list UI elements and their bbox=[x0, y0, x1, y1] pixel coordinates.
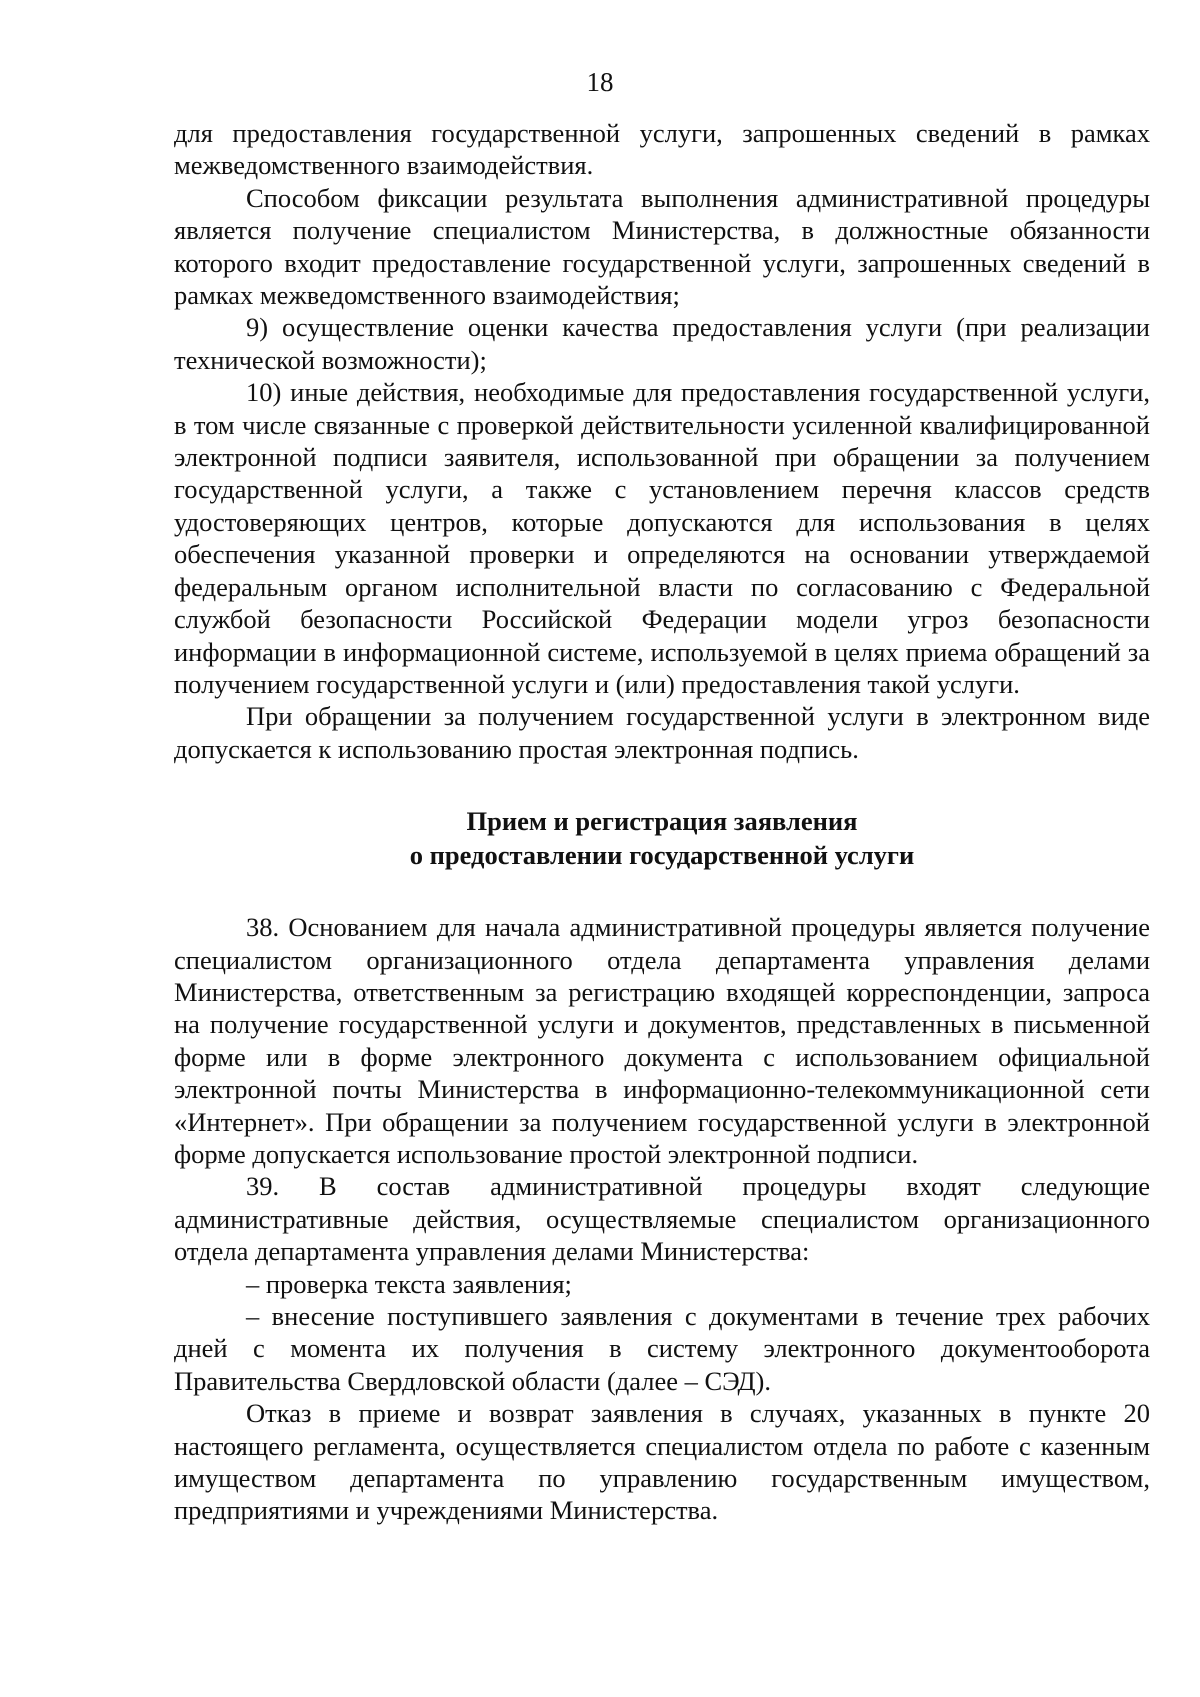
clause-38: 38. Основанием для начала административной процедуры является получение специалистом организационного отдела департамента управления делами Министерства, ответственным за регистрацию входящей корреспонденции, запроса на получение государственной услуги и документов, представленных в письменной форме или в форме электронного документа с использованием официальной электронной почты Министерства в информационно-телекоммуникационной сети «Интернет». При обращении за получением государственной услуги в электронной форме допускается использование простой электронной подписи. bbox=[174, 912, 1150, 1169]
section-heading bbox=[174, 804, 1150, 872]
clause-39: 39. В состав административной процедуры входят следующие административные действия, осуществляемые специалистом организационного отдела департамента управления делами Министерства: bbox=[174, 1171, 1150, 1267]
paragraph: для предоставления государственной услуги, запрошенных сведений в рамках межведомственного взаимодействия. bbox=[174, 118, 1150, 181]
section-heading-line-2: о предоставлении государственной услуги bbox=[409, 840, 915, 871]
document-body bbox=[174, 117, 1150, 1527]
paragraph: При обращении за получением государственной услуги в электронном виде допускается к использованию простая электронная подпись. bbox=[174, 701, 1150, 764]
bullet-item: – внесение поступившего заявления с документами в течение трех рабочих дней с момента их получения в систему электронного документооборота Правительства Свердловской области (далее – СЭД). bbox=[174, 1301, 1150, 1396]
paragraph: Отказ в приеме и возврат заявления в случаях, указанных в пункте 20 настоящего регламента, осуществляется специалистом отдела по работе с казенным имуществом департамента по управлению государственным имуществом, предприятиями и учреждениями Министерства. bbox=[174, 1398, 1150, 1526]
list-item-10: 10) иные действия, необходимые для предоставления государственной услуги, в том числе связанные с проверкой действительности усиленной квалифицированной электронной подписи заявителя, использованной при обращении за получением государственной услуги, а также с установлением перечня классов средств удостоверяющих центров, которые допускаются для использования в целях обеспечения указанной проверки и определяются на основании утверждаемой федеральным органом исполнительной власти по согласованию с Федеральной службой безопасности Российской Федерации модели угроз безопасности информации в информационной системе, используемой в целях приема обращений за получением государственной услуги и (или) предоставления такой услуги. bbox=[174, 377, 1150, 699]
paragraph: Способом фиксации результата выполнения административной процедуры является получение специалистом Министерства, в должностные обязанности которого входит предоставление государственной услуги, запрошенных сведений в рамках межведомственного взаимодействия; bbox=[174, 182, 1150, 311]
page-number: 18 bbox=[586, 67, 614, 97]
section-heading-line-1: Прием и регистрация заявления bbox=[466, 806, 858, 837]
list-item-9: 9) осуществление оценки качества предоставления услуги (при реализации технической возможности); bbox=[174, 312, 1150, 375]
bullet-item: – проверка текста заявления; bbox=[246, 1268, 572, 1299]
